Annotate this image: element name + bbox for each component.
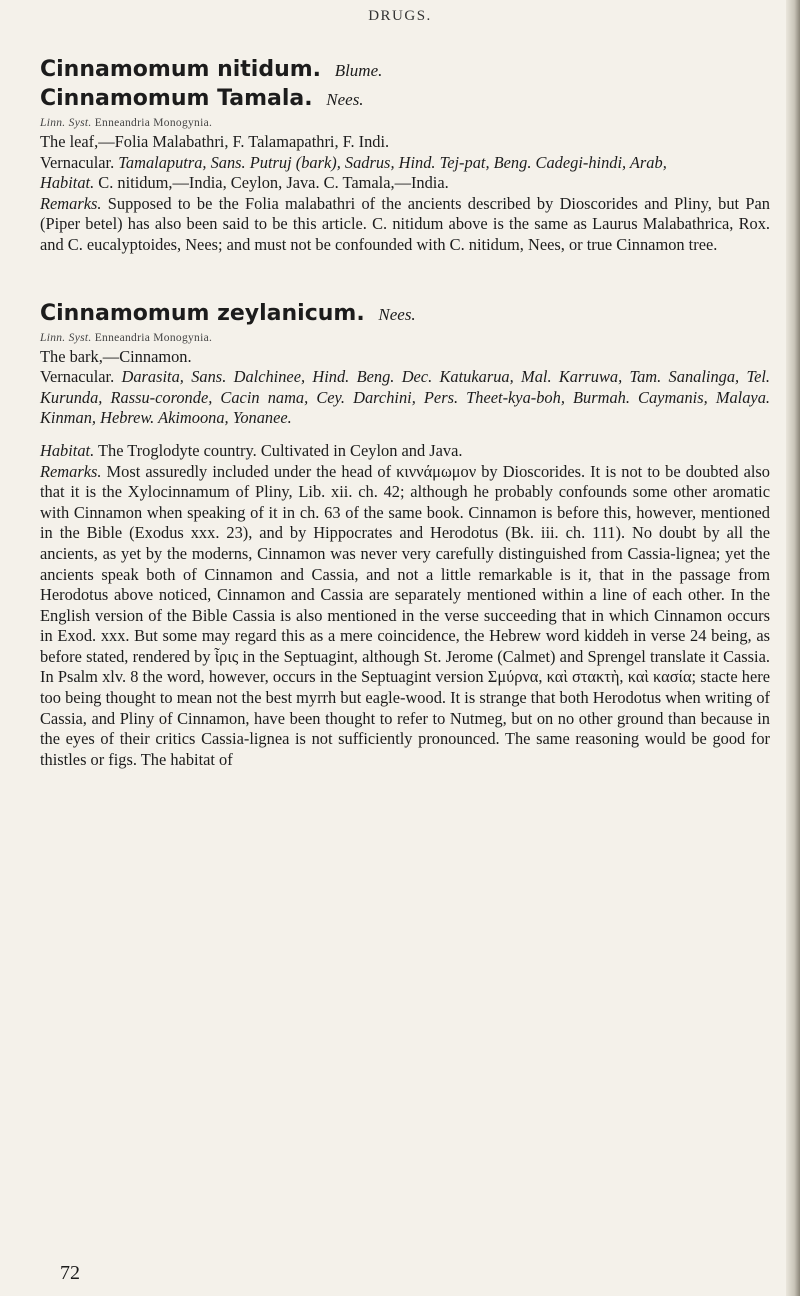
- running-head: DRUGS.: [368, 8, 432, 24]
- species-name: Cinnamomum nitidum.: [40, 57, 322, 82]
- habitat-text: The Troglodyte country. Cultivated in Ceylon and Java.: [98, 440, 463, 460]
- remarks-label: Remarks.: [40, 461, 102, 481]
- part-used: The bark,—Cinnamon.: [40, 346, 192, 366]
- linn-class: Enneandria Monogynia.: [94, 331, 213, 344]
- species-name: Cinnamomum zeylanicum.: [40, 300, 365, 326]
- remarks-text: Most assuredly included under the head of κιννάμωμον by Dioscorides. It is not to be doubted also that it is the Xylocinnamum of Pliny, Lib. xii. ch. 42; although he probably confounds some other aromatic with Cinnamon when speaking of it in ch. 63 of the same book. Cinnamon is before this, however, mentioned in the Bible (Exodus xxx. 23), and by Hippocrates and Herodotus (Bk. iii. ch. 111). No doubt by all the ancients, as yet by the moderns, Cinnamon was never very carefully distinguished from Cassia-lignea; yet the ancients speak both of Cinnamon and Cassia, and not a little remarkable is it, that in the passage from Herodotus above noticed, Cinnamon and Cassia are separately mentioned within a line of each other. In the English version of the Bible Cassia is also mentioned in the verse succeeding that in which Cinnamon occurs in Exod. xxx. But some may regard this as a mere coincidence, the Hebrew word kiddeh in verse 24 being, as before stated, rendered by ἶρις in the Septuagint, although St. Jerome (Calmet) and Sprengel translate it Cassia. In Psalm xlv. 8 the word, however, occurs in the Septuagint version Σμύρνα, καὶ στακτὴ, καὶ κασία; stacte here too being thought to mean not the best myrrh but eagle-wood. It is strange that both Herodotus when writing of Cassia, and Pliny of Cinnamon, have been thought to refer to Nutmeg, but on no other ground than because in the eyes of their critics Cassia-lignea is not sufficiently pronounced. The same reasoning would be good for thistles or figs. The habitat of: [40, 461, 770, 769]
- linn-class: Enneandria Monogynia.: [94, 117, 213, 129]
- vernacular-paragraph: [40, 367, 770, 429]
- species-name: Cinnamomum Tamala.: [40, 86, 313, 111]
- linn-label: Linn. Syst.: [40, 117, 92, 129]
- page-number: 72: [60, 1262, 80, 1284]
- text-column: [40, 56, 770, 770]
- remarks-label: Remarks.: [40, 193, 102, 213]
- vernacular-label: Vernacular.: [40, 367, 115, 387]
- habitat-paragraph: [40, 173, 770, 194]
- habitat-text: C. nitidum,—India, Ceylon, Java. C. Tamala,—India.: [98, 173, 449, 193]
- page-edge-shadow: [786, 0, 800, 1296]
- vernacular-paragraph: [40, 153, 770, 174]
- habitat-label: Habitat.: [40, 173, 95, 193]
- linn-label: Linn. Syst.: [40, 331, 92, 344]
- entry-title-nitidum: [40, 56, 770, 85]
- linnaean-system: [40, 114, 770, 132]
- entry-title-tamala: [40, 85, 770, 114]
- remarks-paragraph: [40, 194, 770, 256]
- remarks-paragraph: [40, 462, 770, 771]
- vernacular-text: Tamalaputra, Sans. Putruj (bark), Sadrus, Hind. Tej-pat, Beng. Cadegi-hindi, Arab,: [118, 152, 667, 172]
- author-abbrev: Blume.: [334, 61, 383, 80]
- linnaean-system: [40, 329, 770, 347]
- habitat-label: Habitat.: [40, 440, 95, 460]
- author-abbrev: Nees.: [326, 90, 364, 109]
- entry-title-zeylanicum: [40, 300, 770, 329]
- author-abbrev: Nees.: [378, 304, 416, 324]
- habitat-paragraph: [40, 441, 770, 462]
- part-used: The leaf,—Folia Malabathri, F. Talamapathri, F. Indi.: [40, 132, 390, 151]
- vernacular-label: Vernacular.: [40, 152, 115, 172]
- vernacular-text: Darasita, Sans. Dalchinee, Hind. Beng. Dec. Katukarua, Mal. Karruwa, Tam. Sanalinga, Tel. Kurunda, Rassu-coronde, Cacin nama, Cey. Darchini, Pers. Theet-kya-boh, Burmah. Caymanis, Malaya. Kinman, Hebrew. Akimoona, Yonanee.: [40, 367, 770, 428]
- remarks-text: Supposed to be the Folia malabathri of the ancients described by Dioscorides and Pliny, but Pan (Piper betel) has also been said to be this article. C. nitidum above is the same as Laurus Malabathrica, Rox. and C. eucalyptoides, Nees; and must not be confounded with C. nitidum, Nees, or true Cinnamon tree.: [40, 193, 770, 254]
